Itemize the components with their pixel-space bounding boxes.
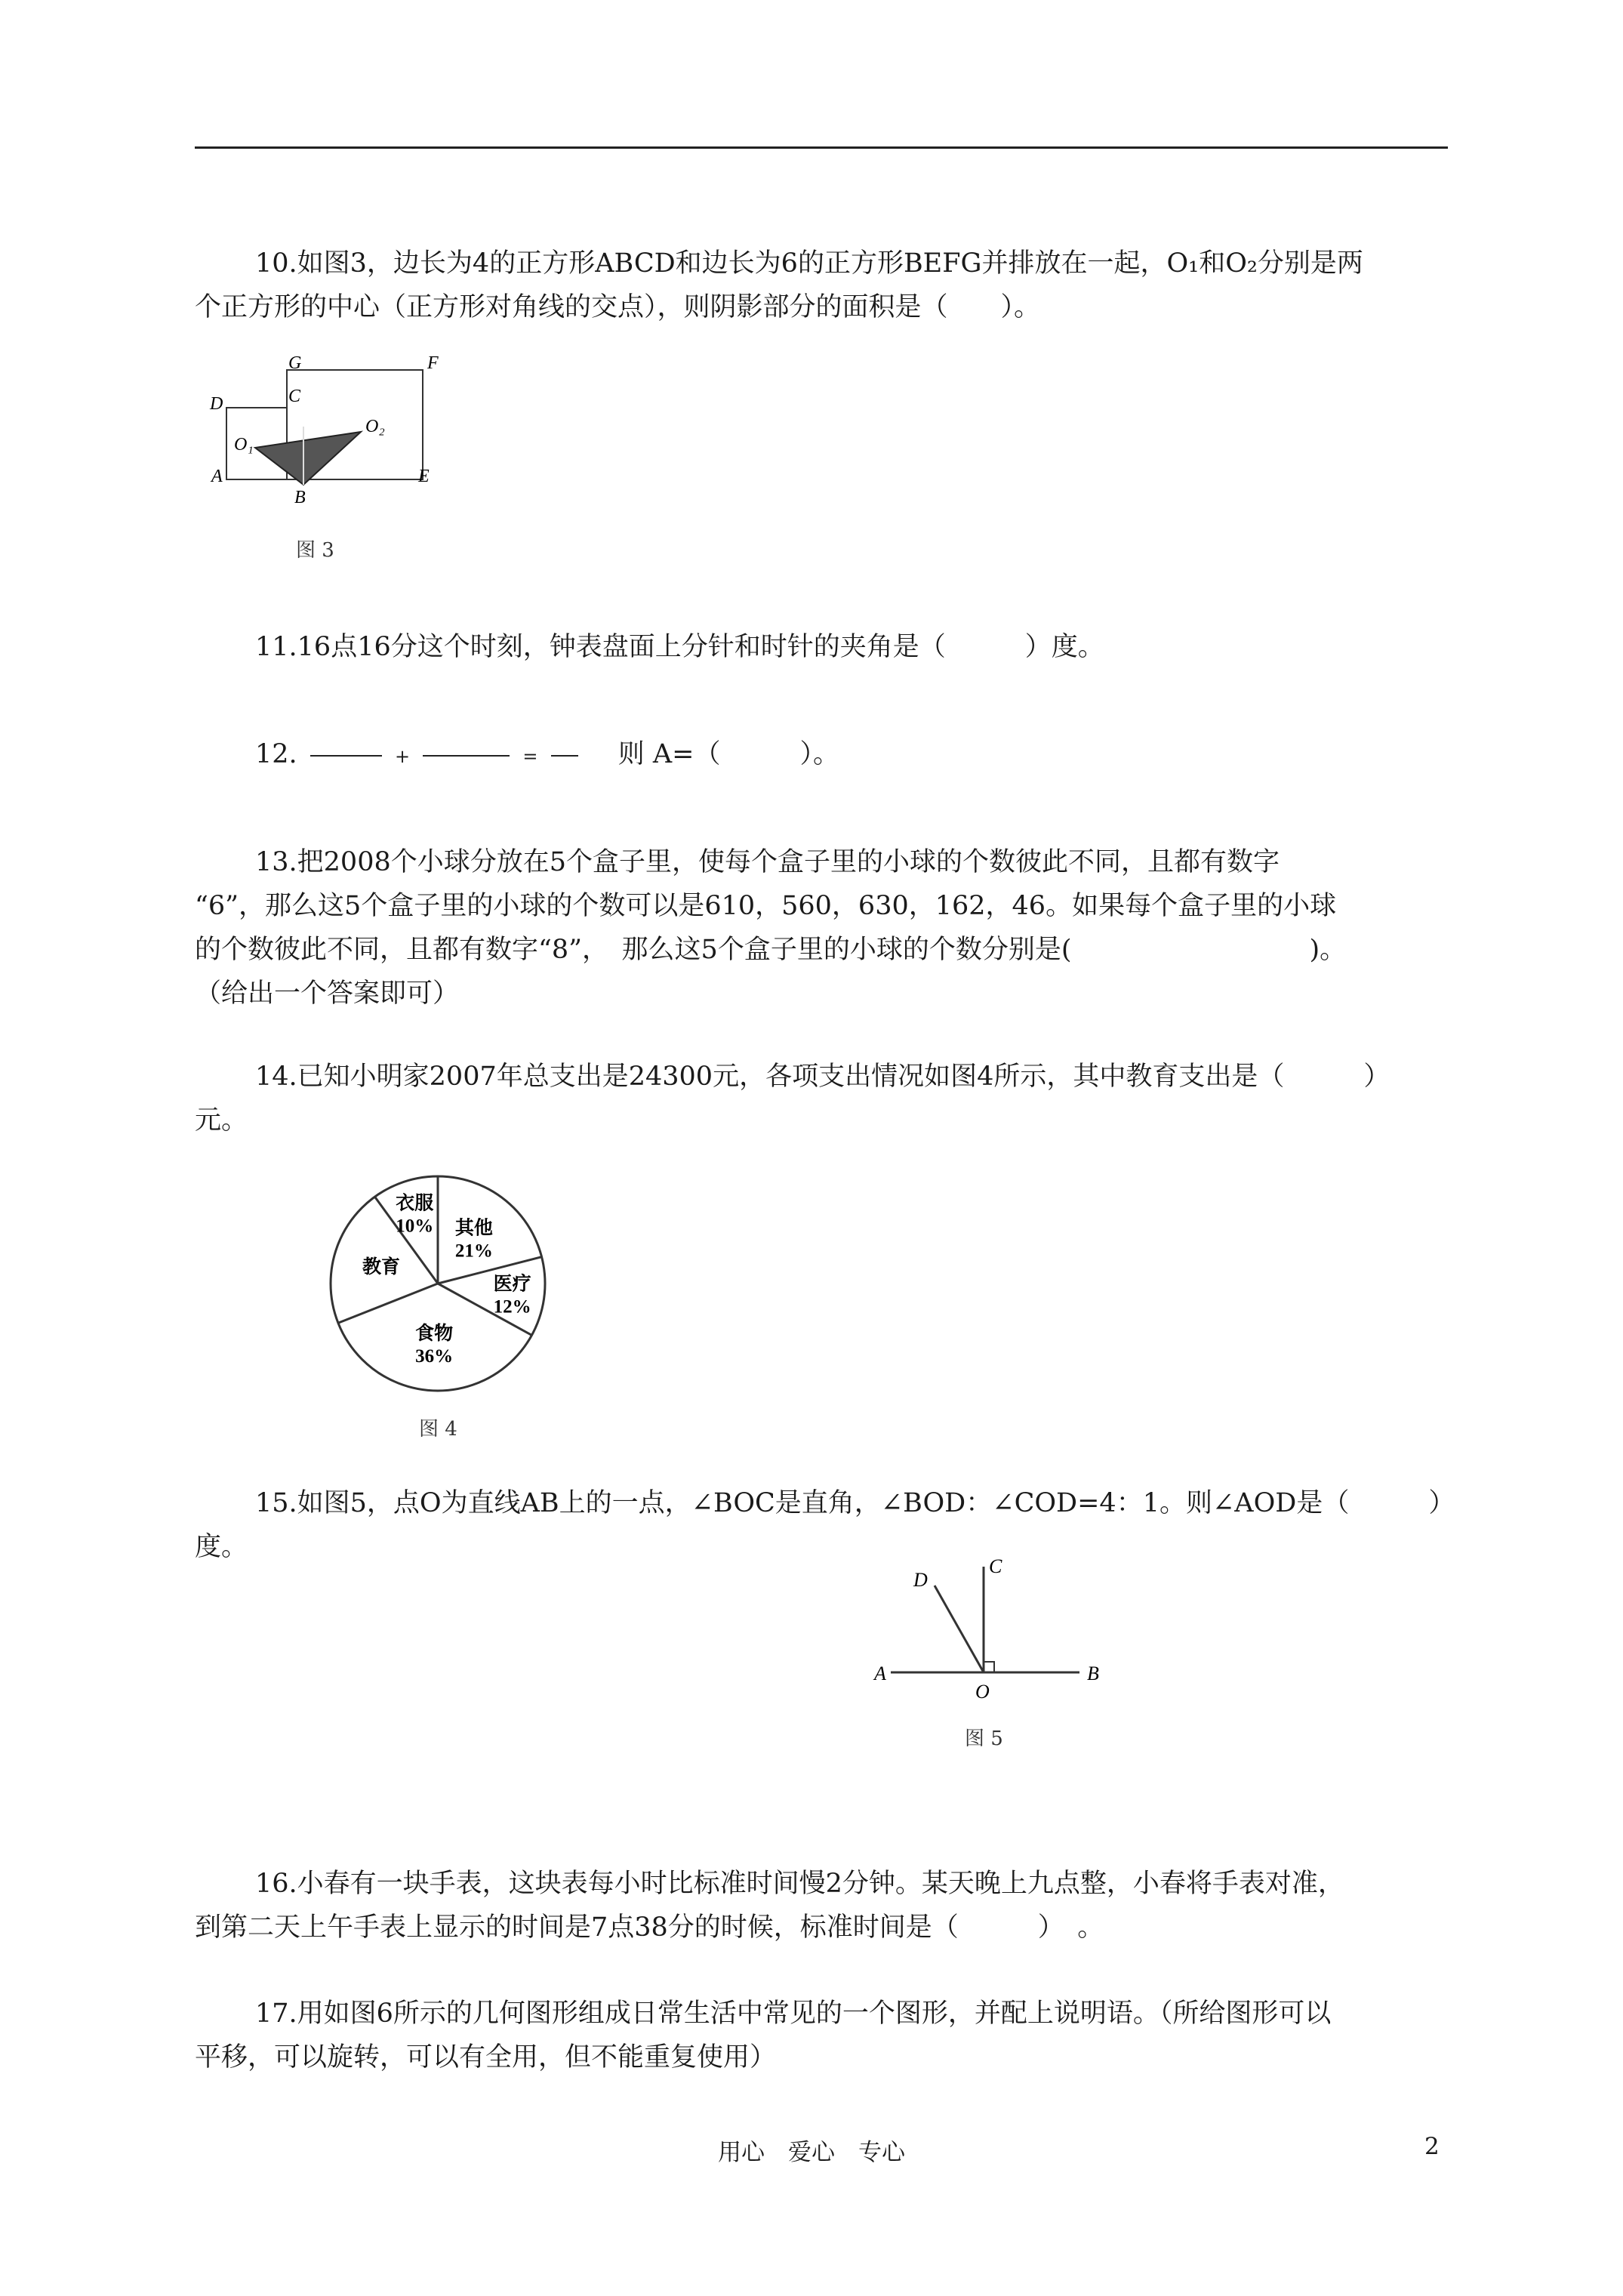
- figure-5: [868, 1552, 1117, 1703]
- figure-3-caption: 图 3: [296, 539, 334, 562]
- fig5-label-O: O: [975, 1681, 990, 1703]
- q17-line1: 17.用如图6所示的几何图形组成日常生活中常见的一个图形，并配上说明语。（所给图形可以: [255, 1999, 1332, 2029]
- figure-5-caption: 图 5: [965, 1727, 1003, 1750]
- figure-4-caption: 图 4: [419, 1418, 457, 1441]
- q12-line: [195, 732, 1508, 778]
- fig3-label-E: E: [418, 467, 430, 486]
- q15-line2: 度。: [195, 1532, 248, 1562]
- q12-equals: =: [522, 746, 538, 767]
- fig3-label-O2: O₂: [365, 417, 385, 436]
- q13-line2: “6”，那么这5个盒子里的小球的个数可以是610，560，630，162，46。如果每个盒子里的小球: [195, 891, 1337, 921]
- q12-fraction1-bar: [310, 755, 382, 757]
- q12-fraction2-bar: [423, 755, 510, 757]
- q10-line2: 个正方形的中心（正方形对角线的交点），则阴影部分的面积是（ ）。: [195, 292, 1041, 322]
- q10-line1: 10.如图3，边长为4的正方形ABCD和边长为6的正方形BEFG并排放在一起，O₁和O₂分别是两: [255, 248, 1363, 279]
- pie-slice-label: 教育: [362, 1257, 401, 1278]
- fig3-label-O1: O₁: [234, 435, 254, 455]
- q11-line1: 11.16点16分这个时刻，钟表盘面上分针和时针的夹角是（ ）度。: [255, 632, 1104, 662]
- q17-line2: 平移，可以旋转，可以有全用，但不能重复使用）: [195, 2042, 777, 2073]
- fig5-label-C: C: [989, 1555, 1002, 1577]
- fig3-label-C: C: [288, 387, 301, 406]
- pie-slice-value: 12%: [493, 1296, 531, 1318]
- fig3-label-G: G: [288, 353, 302, 373]
- figure-4-pie-chart: [317, 1163, 559, 1404]
- fig3-label-F: F: [427, 353, 439, 373]
- q13-line3: 的个数彼此不同，且都有数字“8”， 那么这5个盒子里的小球的个数分别是( )。: [195, 935, 1347, 965]
- fig3-label-B: B: [294, 488, 306, 507]
- pie-slice-label: 食物: [415, 1323, 454, 1344]
- q15-line1: 15.如图5，点O为直线AB上的一点，∠BOC是直角，∠BOD：∠COD=4：1。则∠AOD是（ ）: [255, 1488, 1455, 1518]
- q16-line1: 16.小春有一块手表，这块表每小时比标准时间慢2分钟。某天晚上九点整，小春将手表对准，: [255, 1869, 1344, 1899]
- fig5-label-B: B: [1087, 1663, 1099, 1684]
- q13-line1: 13.把2008个小球分放在5个盒子里，使每个盒子里的小球的个数彼此不同，且都有数字: [255, 847, 1280, 877]
- pie-slice-label: 其他: [454, 1218, 493, 1239]
- q14-line2: 元。: [195, 1105, 248, 1136]
- q12-prefix: 12.: [255, 739, 297, 769]
- pie-slice-label: 衣服: [396, 1193, 434, 1214]
- q12-fraction3-bar: [551, 755, 578, 757]
- q12-plus: +: [394, 746, 411, 767]
- pie-slice-label: 医疗: [493, 1274, 531, 1295]
- q16-line2: 到第二天上午手表上显示的时间是7点38分的时候，标准时间是（ ） 。: [195, 1912, 1104, 1943]
- fig3-label-A: A: [211, 467, 223, 486]
- figure-3: [204, 347, 460, 529]
- q13-line4: （给出一个答案即可）: [195, 978, 460, 1009]
- fig5-label-A: A: [874, 1663, 886, 1684]
- header-rule: [195, 146, 1448, 149]
- pie-slice-value: 36%: [415, 1345, 454, 1367]
- fig5-label-D: D: [913, 1569, 928, 1591]
- pie-slice-value: 10%: [396, 1216, 434, 1237]
- page-number: 2: [1424, 2133, 1440, 2160]
- footer-motto: 用心 爱心 专心: [718, 2139, 905, 2166]
- q12-suffix: 则 A=（ ）。: [617, 739, 839, 769]
- fig3-label-D: D: [210, 394, 223, 414]
- pie-slice-value: 21%: [454, 1240, 493, 1262]
- q14-line1: 14.已知小明家2007年总支出是24300元，各项支出情况如图4所示，其中教育支出是（ ）: [255, 1062, 1390, 1092]
